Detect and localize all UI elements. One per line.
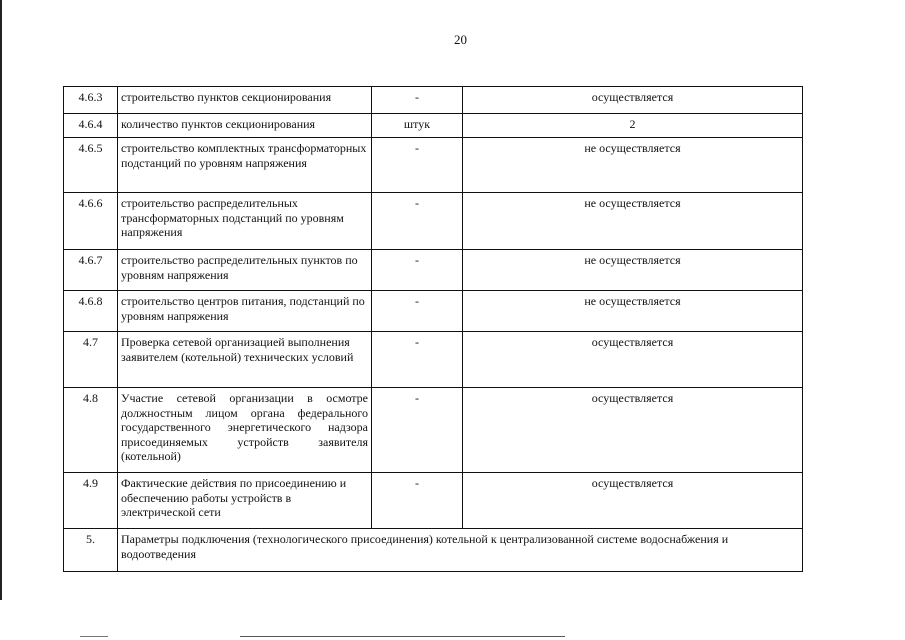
table-row [64,388,803,473]
row-unit: - [372,291,463,332]
row-value: не осуществляется [463,138,803,193]
row-value: не осуществляется [463,291,803,332]
row-number: 4.8 [64,388,118,473]
row-value: осуществляется [463,87,803,114]
section-row [64,529,803,572]
row-value: осуществляется [463,473,803,529]
bottom-mark [80,636,108,637]
row-unit: - [372,250,463,291]
parameters-table [63,86,803,572]
row-value: осуществляется [463,388,803,473]
table-row [64,87,803,114]
row-description: строительство распределительных трансформаторных подстанций по уровням напряжения [118,193,372,250]
table-row [64,114,803,138]
table-row [64,250,803,291]
row-number: 4.6.3 [64,87,118,114]
table-row [64,332,803,388]
page-left-border [0,0,2,600]
row-unit: штук [372,114,463,138]
row-unit: - [372,388,463,473]
row-unit: - [372,138,463,193]
row-description: Участие сетевой организации в осмотре должностным лицом органа федерального государственного энергетического надзора присоединяемых устройств заявителя (котельной) [118,388,372,473]
row-number: 4.9 [64,473,118,529]
table-row [64,193,803,250]
row-value: осуществляется [463,332,803,388]
row-number: 4.6.4 [64,114,118,138]
row-unit: - [372,193,463,250]
row-unit: - [372,332,463,388]
table-row [64,473,803,529]
row-value: не осуществляется [463,193,803,250]
page-number: 20 [454,32,467,47]
row-value: не осуществляется [463,250,803,291]
bottom-rule [240,636,565,637]
row-value: 2 [463,114,803,138]
row-number: 4.7 [64,332,118,388]
row-description: строительство распределительных пунктов по уровням напряжения [118,250,372,291]
section-title: Параметры подключения (технологического присоединения) котельной к централизованной системе водоснабжения и водоотведения [118,529,803,572]
row-description: Проверка сетевой организацией выполнения заявителем (котельной) технических условий [118,332,372,388]
row-description: строительство комплектных трансформаторных подстанций по уровням напряжения [118,138,372,193]
row-unit: - [372,473,463,529]
row-number: 4.6.6 [64,193,118,250]
row-description: количество пунктов секционирования [118,114,372,138]
table-row [64,291,803,332]
row-description: строительство пунктов секционирования [118,87,372,114]
row-unit: - [372,87,463,114]
table-row [64,138,803,193]
row-number: 4.6.5 [64,138,118,193]
section-number: 5. [64,529,118,572]
row-number: 4.6.7 [64,250,118,291]
row-description: Фактические действия по присоединению и обеспечению работы устройств в электрической сети [118,473,372,529]
row-description: строительство центров питания, подстанций по уровням напряжения [118,291,372,332]
row-number: 4.6.8 [64,291,118,332]
